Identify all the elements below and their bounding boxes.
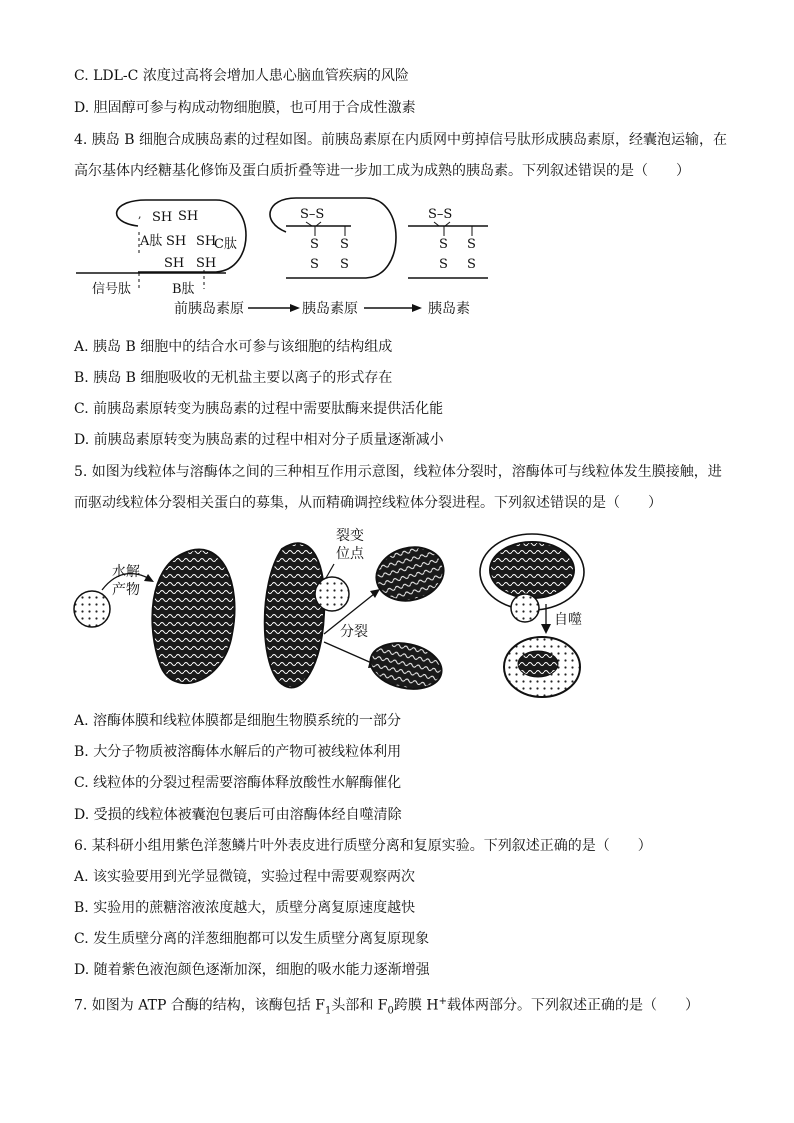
- q7-stem-part: 跨膜 H: [393, 997, 439, 1014]
- sulfur-label: S: [310, 257, 319, 272]
- stage-preproinsulin-label: 前胰岛素原: [174, 301, 244, 317]
- arrow-right-icon: [412, 304, 422, 312]
- disulfide-bond-label: S–S: [428, 207, 453, 222]
- q5-stem-line1: 5. 如图为线粒体与溶酶体之间的三种相互作用示意图，线粒体分裂时，溶酶体可与线粒体发生膜接触，进: [74, 464, 722, 480]
- sulfur-label: S: [340, 237, 349, 252]
- q5-option-a: A. 溶酶体膜和线粒体膜都是细胞生物膜系统的一部分: [74, 713, 402, 729]
- panel-fission: [265, 527, 450, 695]
- sh-label: SH: [178, 209, 199, 224]
- sh-label: SH: [166, 234, 187, 249]
- lysosome: [511, 594, 539, 622]
- sulfur-label: S: [467, 257, 476, 272]
- insulin-synthesis-diagram: [76, 192, 496, 322]
- stage-insulin-label: 胰岛素: [428, 301, 470, 317]
- arrow-icon: [144, 574, 154, 582]
- q3-option-c: C. LDL-C 浓度过高将会增加人患心脑血管疾病的风险: [74, 68, 409, 84]
- q4-stem-line1: 4. 胰岛 B 细胞合成胰岛素的过程如图。前胰岛素原在内质网中剪掉信号肽形成胰岛素原，经囊泡运输，在: [74, 132, 727, 148]
- disulfide-bond-label: S–S: [300, 207, 325, 222]
- signal-peptide-label: 信号肽: [92, 282, 132, 297]
- autophagy-label: 自噬: [554, 612, 582, 628]
- proinsulin-structure: [270, 198, 396, 278]
- lysosome: [315, 577, 349, 611]
- sulfur-label: S: [439, 237, 448, 252]
- sh-label: SH: [196, 234, 217, 249]
- subscript-1: 1: [324, 1005, 332, 1017]
- q6-stem: 6. 某科研小组用紫色洋葱鳞片叶外表皮进行质壁分离和复原实验。下列叙述正确的是（ ）: [74, 838, 652, 854]
- q7-stem-part: 头部和 F: [331, 997, 388, 1014]
- arrow-right-icon: [290, 304, 300, 312]
- superscript-plus: +: [438, 996, 447, 1007]
- panel-hydrolysis: [74, 549, 235, 683]
- q6-option-a: A. 该实验要用到光学显微镜，实验过程中需要观察两次: [74, 869, 416, 885]
- q4-option-d: D. 前胰岛素原转变为胰岛素的过程中相对分子质量逐渐减小: [74, 432, 444, 448]
- panel-autophagy: [480, 534, 584, 697]
- q4-option-a: A. 胰岛 B 细胞中的结合水可参与该细胞的结构组成: [74, 339, 393, 355]
- insulin-structure: [408, 207, 488, 278]
- daughter-mitochondrion: [366, 637, 446, 695]
- arrow-down-icon: [541, 624, 551, 634]
- mitochondria-lysosome-diagram: [72, 524, 592, 704]
- sulfur-label: S: [310, 237, 319, 252]
- q4-option-c: C. 前胰岛素原转变为胰岛素的过程中需要肽酶来提供活化能: [74, 401, 444, 417]
- q5-option-d: D. 受损的线粒体被囊泡包裹后可由溶酶体经自噬清除: [74, 807, 402, 823]
- c-peptide-label: C肽: [214, 237, 237, 252]
- q5-stem-line2: 而驱动线粒体分裂相关蛋白的募集，从而精确调控线粒体分裂进程。下列叙述错误的是（ ）: [74, 495, 662, 511]
- q6-option-b: B. 实验用的蔗糖溶液浓度越大，质壁分离复原速度越快: [74, 900, 416, 916]
- q6-option-c: C. 发生质壁分离的洋葱细胞都可以发生质壁分离复原现象: [74, 931, 430, 947]
- damaged-mitochondrion: [490, 542, 574, 598]
- division-label: 分裂: [340, 624, 368, 640]
- q5-option-c: C. 线粒体的分裂过程需要溶酶体释放酸性水解酶催化: [74, 775, 402, 791]
- cut-mark: ,: [138, 208, 142, 221]
- subscript-0: 0: [387, 1005, 394, 1017]
- q7-stem-part: 载体两部分。下列叙述正确的是（ ）: [446, 997, 699, 1014]
- hydrolysis-label-1: 水解: [112, 564, 140, 580]
- preproinsulin-structure: [76, 200, 246, 297]
- sulfur-label: S: [340, 257, 349, 272]
- b-peptide-label: B肽: [172, 282, 195, 297]
- hydrolysis-label-2: 产物: [112, 582, 140, 598]
- q7-stem-part: 7. 如图为 ATP 合酶的结构，该酶包括 F: [74, 997, 325, 1014]
- mitochondrion: [265, 543, 325, 687]
- q3-option-d: D. 胆固醇可参与构成动物细胞膜，也可用于合成性激素: [74, 100, 416, 116]
- lysosome: [74, 591, 110, 627]
- sulfur-label: S: [439, 257, 448, 272]
- sh-label: SH: [164, 256, 185, 271]
- a-peptide-label: A肽: [140, 234, 163, 249]
- sh-label: SH: [196, 256, 217, 271]
- daughter-mitochondrion: [370, 540, 449, 608]
- q7-stem: [74, 992, 699, 1021]
- sulfur-label: S: [467, 237, 476, 252]
- fission-site-label-2: 位点: [336, 546, 364, 562]
- degraded-content: [518, 651, 558, 677]
- sh-label: SH: [152, 210, 173, 225]
- q6-option-d: D. 随着紫色液泡颜色逐渐加深，细胞的吸水能力逐渐增强: [74, 962, 430, 978]
- q4-option-b: B. 胰岛 B 细胞吸收的无机盐主要以离子的形式存在: [74, 370, 393, 386]
- mitochondrion: [152, 549, 234, 683]
- stage-proinsulin-label: 胰岛素原: [302, 301, 358, 317]
- q4-stem-line2: 高尔基体内经糖基化修饰及蛋白质折叠等进一步加工成为成熟的胰岛素。下列叙述错误的是（ ）: [74, 163, 690, 179]
- fission-site-label-1: 裂变: [336, 528, 364, 544]
- q5-option-b: B. 大分子物质被溶酶体水解后的产物可被线粒体利用: [74, 744, 402, 760]
